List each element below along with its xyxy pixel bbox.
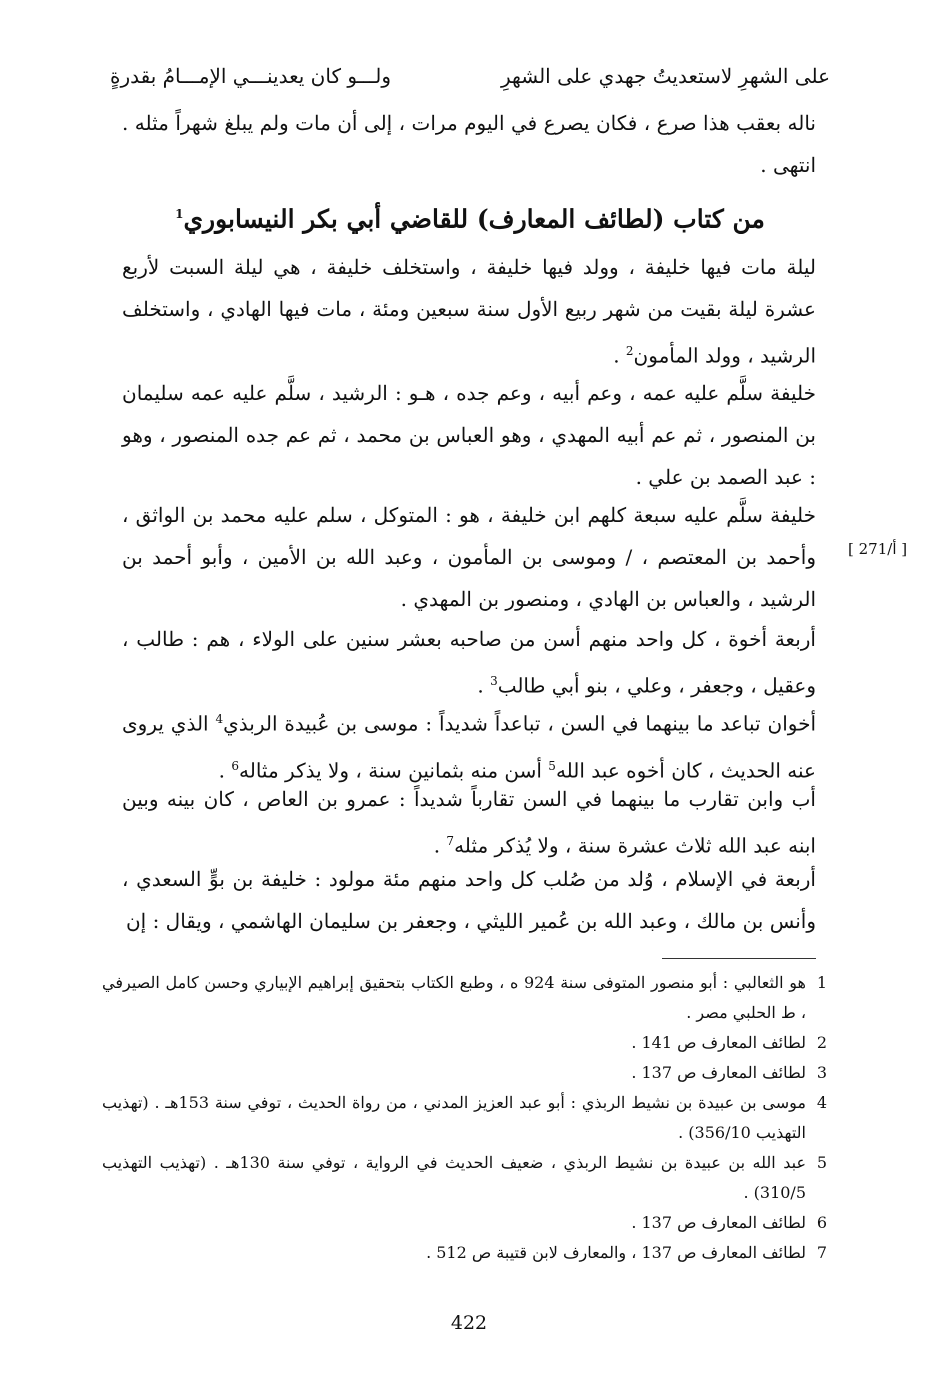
heading-footnote-ref: 1 [175,207,184,221]
paragraph [122,778,816,867]
footnote-text: عبد الله بن عبيدة بن نشيط الربذي ، ضعيف الحديث في الرواية ، توفي سنة 130هـ . (تهذيب التهذيب 310/5) . [102,1153,807,1202]
footnote-ref: 5 [548,758,556,773]
footnote-number: 7 [816,1243,828,1262]
paragraph [122,246,816,377]
footnote-text: لطائف المعارف ص 137 ، والمعارف لابن قتيبة ص 512 . [426,1243,806,1262]
page-number: 422 [450,1312,488,1334]
footnote [102,968,838,1028]
heading-text: من كتاب (لطائف المعارف) للقاضي أبي بكر النيسابوري [183,204,765,234]
footnote [102,1208,838,1238]
footnote-ref: 3 [490,674,498,688]
verse-first-hemistich: ولـــو كان يعدينـــي الإمـــامُ بقدرةٍ [110,64,392,88]
intro-text: ناله بعقب هذا صرع ، فكان يصرع في اليوم مرات ، إلى أن مات ولم يبلغ شهراً مثله . انتهى . [122,111,816,177]
footnotes [102,968,838,1268]
footnote-number: 2 [816,1033,828,1052]
footnote [102,1238,838,1268]
footnote-number: 3 [816,1063,828,1082]
footnote-text: لطائف المعارف ص 141 . [631,1033,806,1052]
footnote-number: 1 [816,973,828,992]
footnote-text: موسى بن عبيدة بن نشيط الربذي : أبو عبد العزيز المدني ، من رواة الحديث ، توفي سنة 153هـ . (تهذيب التهذيب 356/10) . [102,1093,806,1142]
footnote-number: 6 [816,1213,828,1232]
paragraph-text: أب وابن تقارب ما بينهما في السن تقارباً شديداً : عمرو بن العاص ، كان بينه وبين ابنه عبد الله ثلاث عشرة سنة ، ولا يُذكر مثله [122,787,816,858]
paragraph-text: أربعة في الإسلام ، وُلد من صُلب كل واحد منهم مئة مولود : خليفة بن بوٍّ السعدي ، وأنس بن مالك ، وعبد الله بن عُمير الليثي ، وجعفر بن سليمان الهاشمي ، ويقال : إن [122,867,816,933]
paragraph [122,858,816,942]
footnote-ref: 4 [215,712,224,726]
footnote-text: هو الثعالبي : أبو منصور المتوفى سنة 924 ه ، وطبع الكتاب بتحقيق إبراهيم الإبياري وحسن كامل الصيرفي ، ط الحلبي مصر . [102,973,806,1022]
footnote-ref: 2 [625,344,634,358]
paragraph-text: خليفة سلَّم عليه عمه ، وعم أبيه ، وعم جده ، هـو : الرشيد ، سلَّم عليه عمه سليمان بن المنصور ، ثم عم أبيه المهدي ، وهو العباس بن محمد ، ثم عم جده المنصور ، وهو : عبد الصمد بن علي . [122,381,816,489]
paragraph [122,618,816,707]
footnote [102,1028,838,1058]
paragraph-text: خليفة سلَّم عليه سبعة كلهم ابن خليفة ، هو : المتوكل ، سلم عليه محمد بن الواثق ، وأحمد بن المعتصم ، / وموسى بن المأمون ، وعبد الله بن الأمين ، وأبو أحمد بن الرشيد ، والعباس بن الهادي ، ومنصور بن المهدي . [122,503,816,611]
footnote-number: 5 [816,1153,828,1172]
intro-paragraph [122,102,816,186]
footnote-ref: 7 [446,834,455,848]
section-heading [150,192,790,241]
footnote [102,1058,838,1088]
paragraph-tail: . [477,673,491,698]
poem-verse [110,58,830,94]
paragraph-text: أسن منه بثمانين سنة ، ولا يذكر مثاله [239,758,549,783]
footnote-text: لطائف المعارف ص 137 . [631,1063,806,1082]
paragraph-tail: . [613,343,626,368]
footnote-separator [662,958,816,959]
footnote-text: لطائف المعارف ص 137 . [631,1213,806,1232]
footnote-ref: 6 [231,758,240,773]
paragraph-text: أربعة أخوة ، كل واحد منهم أسن من صاحبه بعشر سنين على الولاء ، هم : طالب ، وعقيل ، وجعفر ، وعلي ، بنو أبي طالب [122,627,816,698]
paragraph-tail: . [218,758,232,783]
footnote-number: 4 [816,1093,828,1112]
paragraph [122,372,816,498]
footnote [102,1148,838,1208]
footnote [102,1088,838,1148]
manuscript-folio-ref: [ 271/أ ] [848,540,908,558]
verse-second-hemistich: على الشهرِ لاستعديتُ جهدي على الشهرِ [500,64,830,88]
paragraph [122,494,816,620]
paragraph-text: ليلة مات فيها خليفة ، وولد فيها خليفة ، واستخلف خليفة ، هي ليلة السبت لأربع عشرة ليلة بقيت من شهر ربيع الأول سنة سبعين ومئة ، مات فيها الهادي ، واستخلف الرشيد ، وولد المأمون [122,255,816,368]
paragraph-tail: . [433,833,447,858]
paragraph-text: الذي يروى عنه الحديث ، كان أخوه عبد الله [122,711,816,783]
paragraph-text: أخوان تباعد ما بينهما في السن ، تباعداً شديداً : موسى بن عُبيدة الربذي [223,711,816,736]
